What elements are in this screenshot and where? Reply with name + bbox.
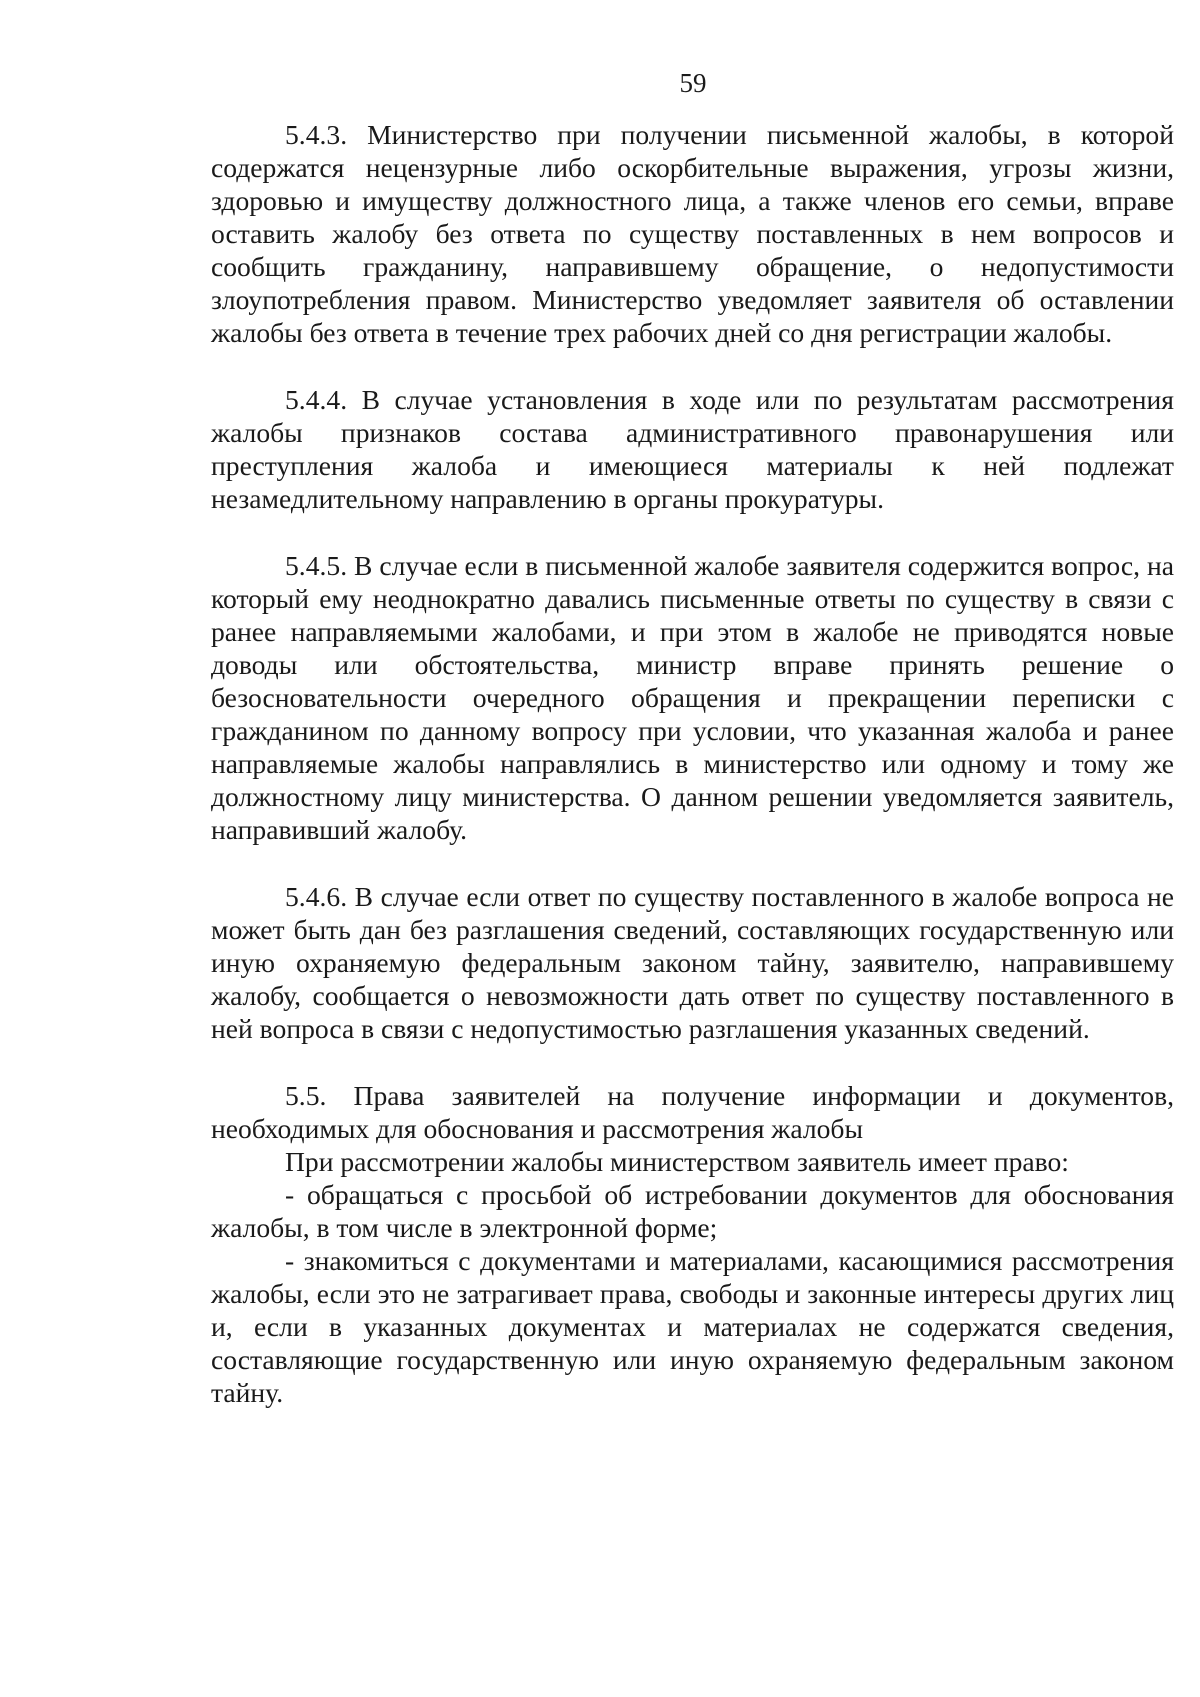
paragraph-5-4-6: 5.4.6. В случае если ответ по существу поставленного в жалобе вопроса не может быть дан без разглашения сведений, составляющих государственную или иную охраняемую федеральным законом тайну, заявителю, направившему жалобу, сообщается о невозможности дать ответ по существу поставленного в ней вопроса в связи с недопустимостью разглашения указанных сведений. bbox=[211, 881, 1174, 1044]
paragraph-5-4-3: 5.4.3. Министерство при получении письменной жалобы, в которой содержатся нецензурные либо оскорбительные выражения, угрозы жизни, здоровью и имуществу должностного лица, а также членов его семьи, вправе оставить жалобу без ответа по существу поставленных в нем вопросов и сообщить гражданину, направившему обращение, о недопустимости злоупотребления правом. Министерство уведомляет заявителя об оставлении жалобы без ответа в течение трех рабочих дней со дня регистрации жалобы. bbox=[211, 119, 1174, 348]
list-item-review-materials: - знакомиться с документами и материалами, касающимися рассмотрения жалобы, если это не затрагивает права, свободы и законные интересы других лиц и, если в указанных документах и материалах не содержатся сведения, составляющие государственную или иную охраняемую федеральным законом тайну. bbox=[211, 1245, 1174, 1408]
paragraph-5-4-4: 5.4.4. В случае установления в ходе или по результатам рассмотрения жалобы признаков состава административного правонарушения или преступления жалоба и имеющиеся материалы к ней подлежат незамедлительному направлению в органы прокуратуры. bbox=[211, 384, 1174, 514]
document-body bbox=[211, 118, 1174, 1409]
paragraph-5-4-5: 5.4.5. В случае если в письменной жалобе заявителя содержится вопрос, на который ему неоднократно давались письменные ответы по существу в связи с ранее направляемыми жалобами, и при этом в жалобе не приводятся новые доводы или обстоятельства, министр вправе принять решение о безосновательности очередного обращения и прекращении переписки с гражданином по данному вопросу при условии, что указанная жалоба и ранее направляемые жалобы направлялись в министерство или одному и тому же должностному лицу министерства. О данном решении уведомляется заявитель, направивший жалобу. bbox=[211, 550, 1174, 845]
paragraph-5-5-heading: 5.5. Права заявителей на получение информации и документов, необходимых для обоснования и рассмотрения жалобы bbox=[211, 1080, 1174, 1144]
list-item-request-documents: - обращаться с просьбой об истребовании документов для обоснования жалобы, в том числе в электронной форме; bbox=[211, 1179, 1174, 1243]
page-number: 59 bbox=[679, 68, 707, 98]
paragraph-5-5-intro: При рассмотрении жалобы министерством заявитель имеет право: bbox=[285, 1146, 1069, 1177]
